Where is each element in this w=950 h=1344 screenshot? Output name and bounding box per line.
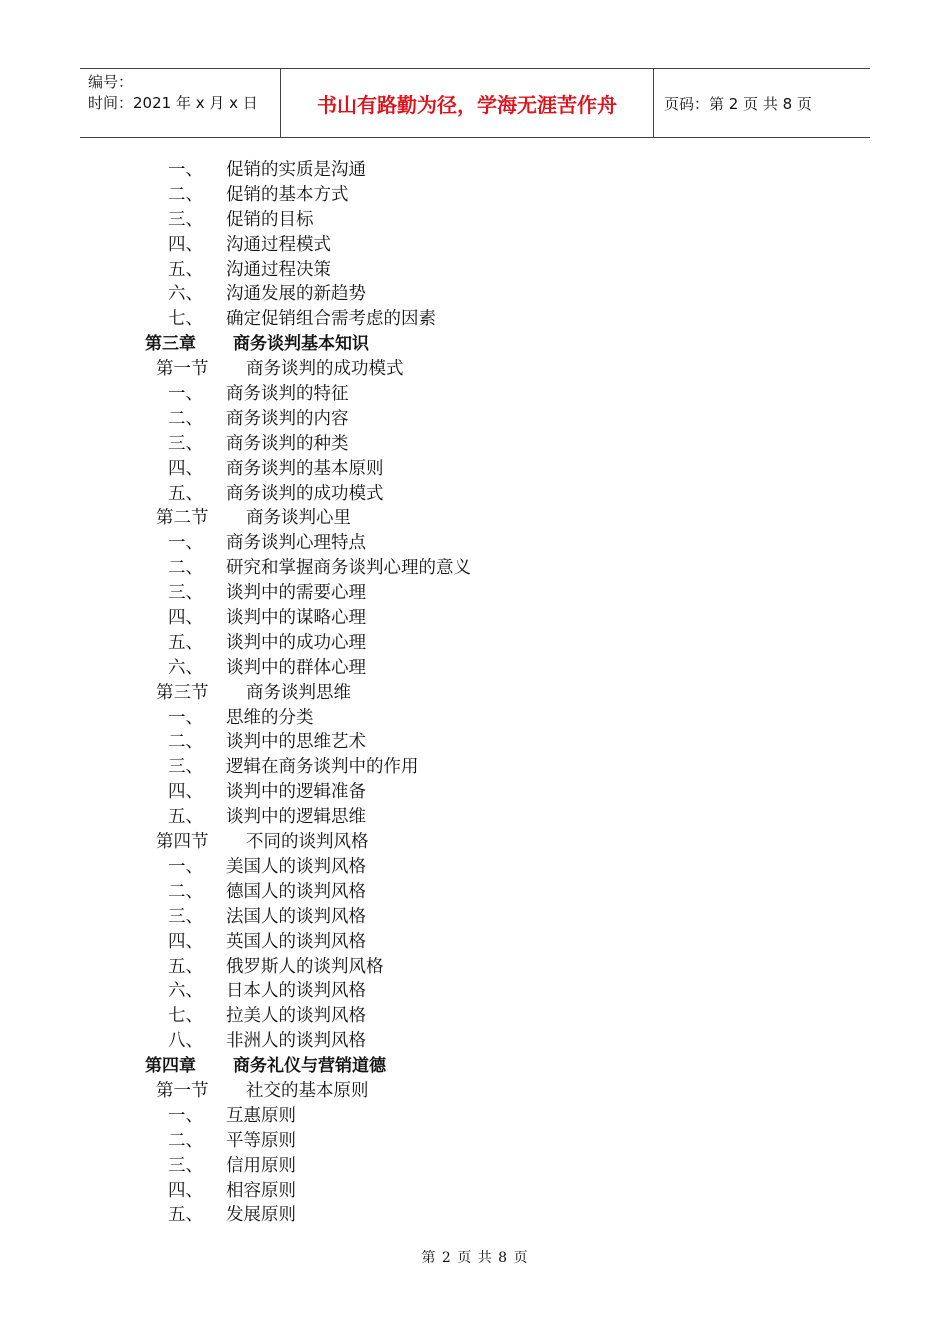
toc-number: 一、 — [168, 1105, 203, 1126]
toc-number: 三、 — [168, 583, 203, 604]
toc-title: 日本人的谈判风格 — [226, 981, 366, 1002]
toc-title: 商务谈判的种类 — [226, 433, 349, 454]
table-of-contents — [0, 158, 950, 1228]
toc-title: 商务谈判思维 — [246, 682, 351, 703]
toc-number: 第一节 — [156, 1080, 209, 1101]
toc-number: 三、 — [168, 1155, 203, 1176]
toc-title: 谈判中的群体心理 — [226, 657, 366, 678]
toc-item — [0, 158, 950, 183]
toc-title: 互惠原则 — [226, 1105, 296, 1126]
toc-title: 商务谈判的特征 — [226, 384, 349, 405]
toc-number: 五、 — [168, 956, 203, 977]
toc-number: 五、 — [168, 632, 203, 653]
toc-item — [0, 780, 950, 805]
toc-title: 商务谈判的成功模式 — [246, 359, 404, 380]
toc-number: 二、 — [168, 408, 203, 429]
toc-number: 一、 — [168, 856, 203, 877]
toc-item — [0, 233, 950, 258]
toc-number: 五、 — [168, 1205, 203, 1226]
toc-section — [0, 1079, 950, 1104]
toc-item — [0, 1129, 950, 1154]
toc-title: 信用原则 — [226, 1155, 296, 1176]
toc-item — [0, 730, 950, 755]
toc-number: 三、 — [168, 433, 203, 454]
toc-item — [0, 905, 950, 930]
toc-item — [0, 855, 950, 880]
toc-section — [0, 681, 950, 706]
toc-title: 非洲人的谈判风格 — [226, 1031, 366, 1052]
toc-number: 四、 — [168, 931, 203, 952]
toc-item — [0, 955, 950, 980]
toc-title: 商务谈判基本知识 — [233, 334, 369, 355]
toc-item — [0, 258, 950, 283]
toc-item — [0, 930, 950, 955]
toc-item — [0, 432, 950, 457]
code-label: 编号： — [88, 73, 134, 91]
toc-item — [0, 805, 950, 830]
toc-section — [0, 506, 950, 531]
toc-title: 谈判中的成功心理 — [226, 632, 366, 653]
header-meta — [80, 69, 281, 137]
toc-title: 社交的基本原则 — [246, 1080, 369, 1101]
toc-title: 商务谈判的成功模式 — [226, 483, 384, 504]
toc-title: 拉美人的谈判风格 — [226, 1006, 366, 1027]
toc-item — [0, 183, 950, 208]
toc-title: 促销的目标 — [226, 209, 314, 230]
toc-title: 谈判中的逻辑准备 — [226, 782, 366, 803]
toc-number: 六、 — [168, 657, 203, 678]
toc-title: 商务谈判心里 — [246, 508, 351, 529]
toc-item — [0, 1179, 950, 1204]
toc-item — [0, 307, 950, 332]
toc-title: 谈判中的谋略心理 — [226, 608, 366, 629]
toc-title: 英国人的谈判风格 — [226, 931, 366, 952]
toc-item — [0, 556, 950, 581]
toc-item — [0, 1104, 950, 1129]
toc-title: 相容原则 — [226, 1180, 296, 1201]
header-page-info: 页码：第 2 页 共 8 页 — [664, 94, 812, 113]
toc-number: 二、 — [168, 184, 203, 205]
toc-number: 三、 — [168, 757, 203, 778]
toc-number: 四、 — [168, 782, 203, 803]
toc-title: 平等原则 — [226, 1130, 296, 1151]
toc-number: 第四章 — [145, 1056, 196, 1077]
toc-number: 三、 — [168, 209, 203, 230]
toc-item — [0, 706, 950, 731]
time-label: 时间：2021 年 x 月 x 日 — [88, 94, 258, 112]
toc-title: 德国人的谈判风格 — [226, 881, 366, 902]
toc-title: 不同的谈判风格 — [246, 832, 369, 853]
toc-item — [0, 880, 950, 905]
toc-number: 七、 — [168, 1006, 203, 1027]
toc-number: 第二节 — [156, 508, 209, 529]
toc-title: 商务谈判的内容 — [226, 408, 349, 429]
toc-item — [0, 457, 950, 482]
toc-item — [0, 581, 950, 606]
toc-item — [0, 208, 950, 233]
header-motto: 书山有路勤为径，学海无涯苦作舟 — [281, 69, 654, 137]
toc-title: 思维的分类 — [226, 707, 314, 728]
toc-chapter — [0, 1054, 950, 1079]
toc-number: 四、 — [168, 1180, 203, 1201]
toc-title: 确定促销组合需考虑的因素 — [226, 309, 436, 330]
toc-number: 二、 — [168, 732, 203, 753]
toc-title: 商务礼仪与营销道德 — [233, 1056, 386, 1077]
toc-number: 一、 — [168, 533, 203, 554]
toc-title: 谈判中的需要心理 — [226, 583, 366, 604]
toc-chapter — [0, 332, 950, 357]
toc-number: 八、 — [168, 1031, 203, 1052]
toc-item — [0, 407, 950, 432]
toc-title: 谈判中的思维艺术 — [226, 732, 366, 753]
toc-title: 商务谈判心理特点 — [226, 533, 366, 554]
toc-item — [0, 656, 950, 681]
toc-number: 五、 — [168, 483, 203, 504]
toc-item — [0, 1154, 950, 1179]
page-footer: 第 2 页 共 8 页 — [421, 1250, 529, 1266]
toc-title: 商务谈判的基本原则 — [226, 458, 384, 479]
toc-number: 第四节 — [156, 832, 209, 853]
toc-title: 发展原则 — [226, 1205, 296, 1226]
toc-title: 谈判中的逻辑思维 — [226, 807, 366, 828]
toc-number: 五、 — [168, 807, 203, 828]
toc-title: 沟通过程决策 — [226, 259, 331, 280]
toc-item — [0, 631, 950, 656]
toc-number: 四、 — [168, 234, 203, 255]
toc-item — [0, 1203, 950, 1228]
toc-number: 二、 — [168, 881, 203, 902]
toc-number: 一、 — [168, 160, 203, 180]
toc-title: 促销的实质是沟通 — [226, 160, 366, 180]
toc-number: 第一节 — [156, 359, 209, 380]
toc-section — [0, 830, 950, 855]
toc-number: 第三章 — [145, 334, 196, 355]
toc-title: 法国人的谈判风格 — [226, 906, 366, 927]
toc-item — [0, 1029, 950, 1054]
toc-title: 逻辑在商务谈判中的作用 — [226, 757, 419, 778]
toc-item — [0, 606, 950, 631]
toc-item — [0, 755, 950, 780]
toc-title: 美国人的谈判风格 — [226, 856, 366, 877]
toc-title: 研究和掌握商务谈判心理的意义 — [226, 558, 471, 579]
toc-number: 二、 — [168, 558, 203, 579]
toc-number: 四、 — [168, 608, 203, 629]
toc-item — [0, 1004, 950, 1029]
toc-item — [0, 531, 950, 556]
toc-number: 二、 — [168, 1130, 203, 1151]
toc-number: 七、 — [168, 309, 203, 330]
toc-item — [0, 482, 950, 507]
toc-number: 一、 — [168, 707, 203, 728]
toc-title: 沟通发展的新趋势 — [226, 284, 366, 305]
toc-title: 俄罗斯人的谈判风格 — [226, 956, 384, 977]
toc-item — [0, 979, 950, 1004]
toc-title: 促销的基本方式 — [226, 184, 349, 205]
toc-number: 第三节 — [156, 682, 209, 703]
toc-number: 四、 — [168, 458, 203, 479]
toc-number: 一、 — [168, 384, 203, 405]
toc-number: 六、 — [168, 284, 203, 305]
toc-number: 六、 — [168, 981, 203, 1002]
toc-title: 沟通过程模式 — [226, 234, 331, 255]
page-header — [80, 68, 870, 138]
toc-item — [0, 282, 950, 307]
toc-number: 三、 — [168, 906, 203, 927]
toc-item — [0, 382, 950, 407]
toc-number: 五、 — [168, 259, 203, 280]
toc-section — [0, 357, 950, 382]
